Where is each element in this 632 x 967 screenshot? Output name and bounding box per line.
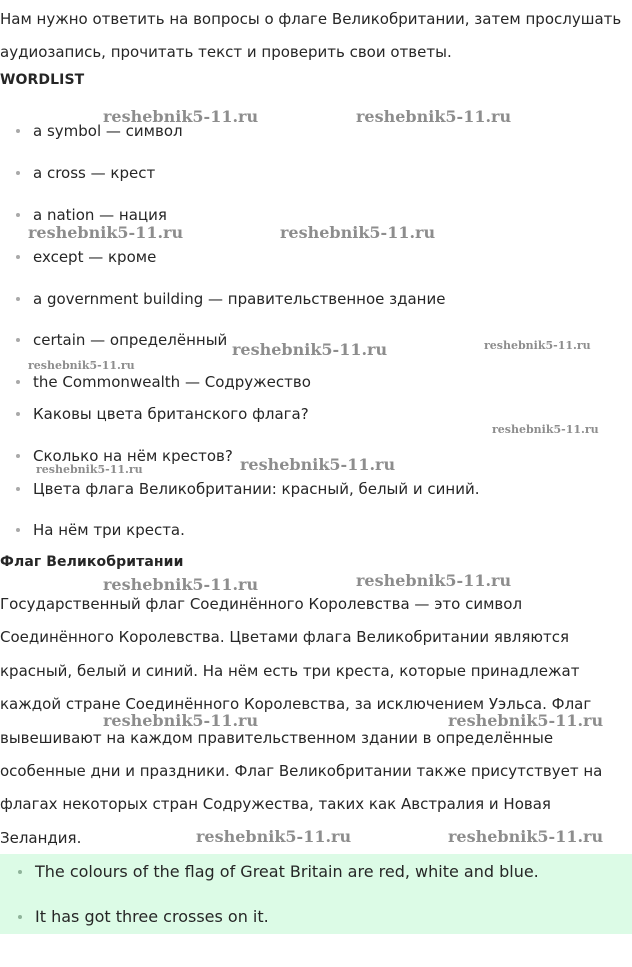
list-item-text: a symbol — символ	[33, 122, 183, 140]
list-item-text: a nation — нация	[33, 206, 167, 224]
watermark: reshebnik5-11.ru	[448, 827, 604, 846]
watermark: reshebnik5-11.ru	[103, 711, 259, 730]
watermark: reshebnik5-11.ru	[103, 107, 259, 126]
bullet-icon	[16, 255, 20, 259]
bullet-icon	[16, 528, 20, 532]
watermark: reshebnik5-11.ru	[103, 575, 259, 594]
list-item	[16, 405, 309, 423]
list-item-text: except — кроме	[33, 248, 157, 266]
watermark: reshebnik5-11.ru	[356, 107, 512, 126]
watermark: reshebnik5-11.ru	[356, 571, 512, 590]
bullet-icon	[16, 213, 20, 217]
bullet-icon	[16, 487, 20, 491]
list-item-text: Сколько на нём крестов?	[33, 447, 233, 465]
list-item	[16, 248, 156, 266]
watermark: reshebnik5-11.ru	[196, 827, 352, 846]
bullet-icon	[16, 454, 20, 458]
answer-text: The colours of the flag of Great Britain are red, white and blue.	[35, 862, 539, 881]
bullet-icon	[16, 380, 20, 384]
watermark: reshebnik5-11.ru	[280, 223, 436, 242]
wordlist-heading: WORDLIST	[0, 72, 85, 88]
list-item-text: Каковы цвета британского флага?	[33, 405, 309, 423]
watermark: reshebnik5-11.ru	[28, 359, 135, 372]
list-item-text: the Commonwealth — Содружество	[33, 373, 311, 391]
answers-box	[0, 854, 632, 934]
watermark: reshebnik5-11.ru	[492, 423, 599, 436]
watermark: reshebnik5-11.ru	[448, 711, 604, 730]
list-item	[16, 521, 185, 539]
watermark: reshebnik5-11.ru	[232, 340, 388, 359]
bullet-icon	[16, 297, 20, 301]
list-item	[16, 290, 445, 308]
list-item	[16, 164, 155, 182]
list-item	[18, 862, 539, 881]
watermark: reshebnik5-11.ru	[36, 463, 143, 476]
bullet-icon	[18, 915, 22, 919]
list-item	[18, 907, 269, 926]
text-heading: Флаг Великобритании	[0, 554, 184, 570]
answer-text: It has got three crosses on it.	[35, 907, 269, 926]
bullet-icon	[16, 171, 20, 175]
bullet-icon	[18, 870, 22, 874]
bullet-icon	[16, 129, 20, 133]
list-item	[16, 480, 480, 498]
bullet-icon	[16, 338, 20, 342]
bullet-icon	[16, 412, 20, 416]
watermark: reshebnik5-11.ru	[28, 223, 184, 242]
list-item	[16, 331, 227, 349]
watermark: reshebnik5-11.ru	[240, 455, 396, 474]
list-item	[16, 373, 311, 391]
list-item-text: Цвета флага Великобритании: красный, белый и синий.	[33, 480, 480, 498]
text-body: Государственный флаг Соединённого Королевства — это символ Соединённого Королевства. Цветами флага Великобритании являются красный, белый и синий. На нём есть три креста, которые принадлежат каждой стране Соединённого Королевства, за исключением Уэльса. Флаг вывешивают на каждом правительственном здании в определённые особенные дни и праздники. Флаг Великобритании также присутствует на флагах некоторых стран Содружества, таких как Австралия и Новая Зеландия.	[0, 595, 603, 847]
intro-text: Нам нужно ответить на вопросы о флаге Великобритании, затем прослушать аудиозапись, прочитать текст и проверить свои ответы.	[0, 10, 622, 61]
list-item-text: На нём три креста.	[33, 521, 185, 539]
list-item-text: certain — определённый	[33, 331, 228, 349]
list-item-text: a cross — крест	[33, 164, 156, 182]
list-item	[16, 206, 167, 224]
watermark: reshebnik5-11.ru	[484, 339, 591, 352]
list-item-text: a government building — правительственное здание	[33, 290, 446, 308]
